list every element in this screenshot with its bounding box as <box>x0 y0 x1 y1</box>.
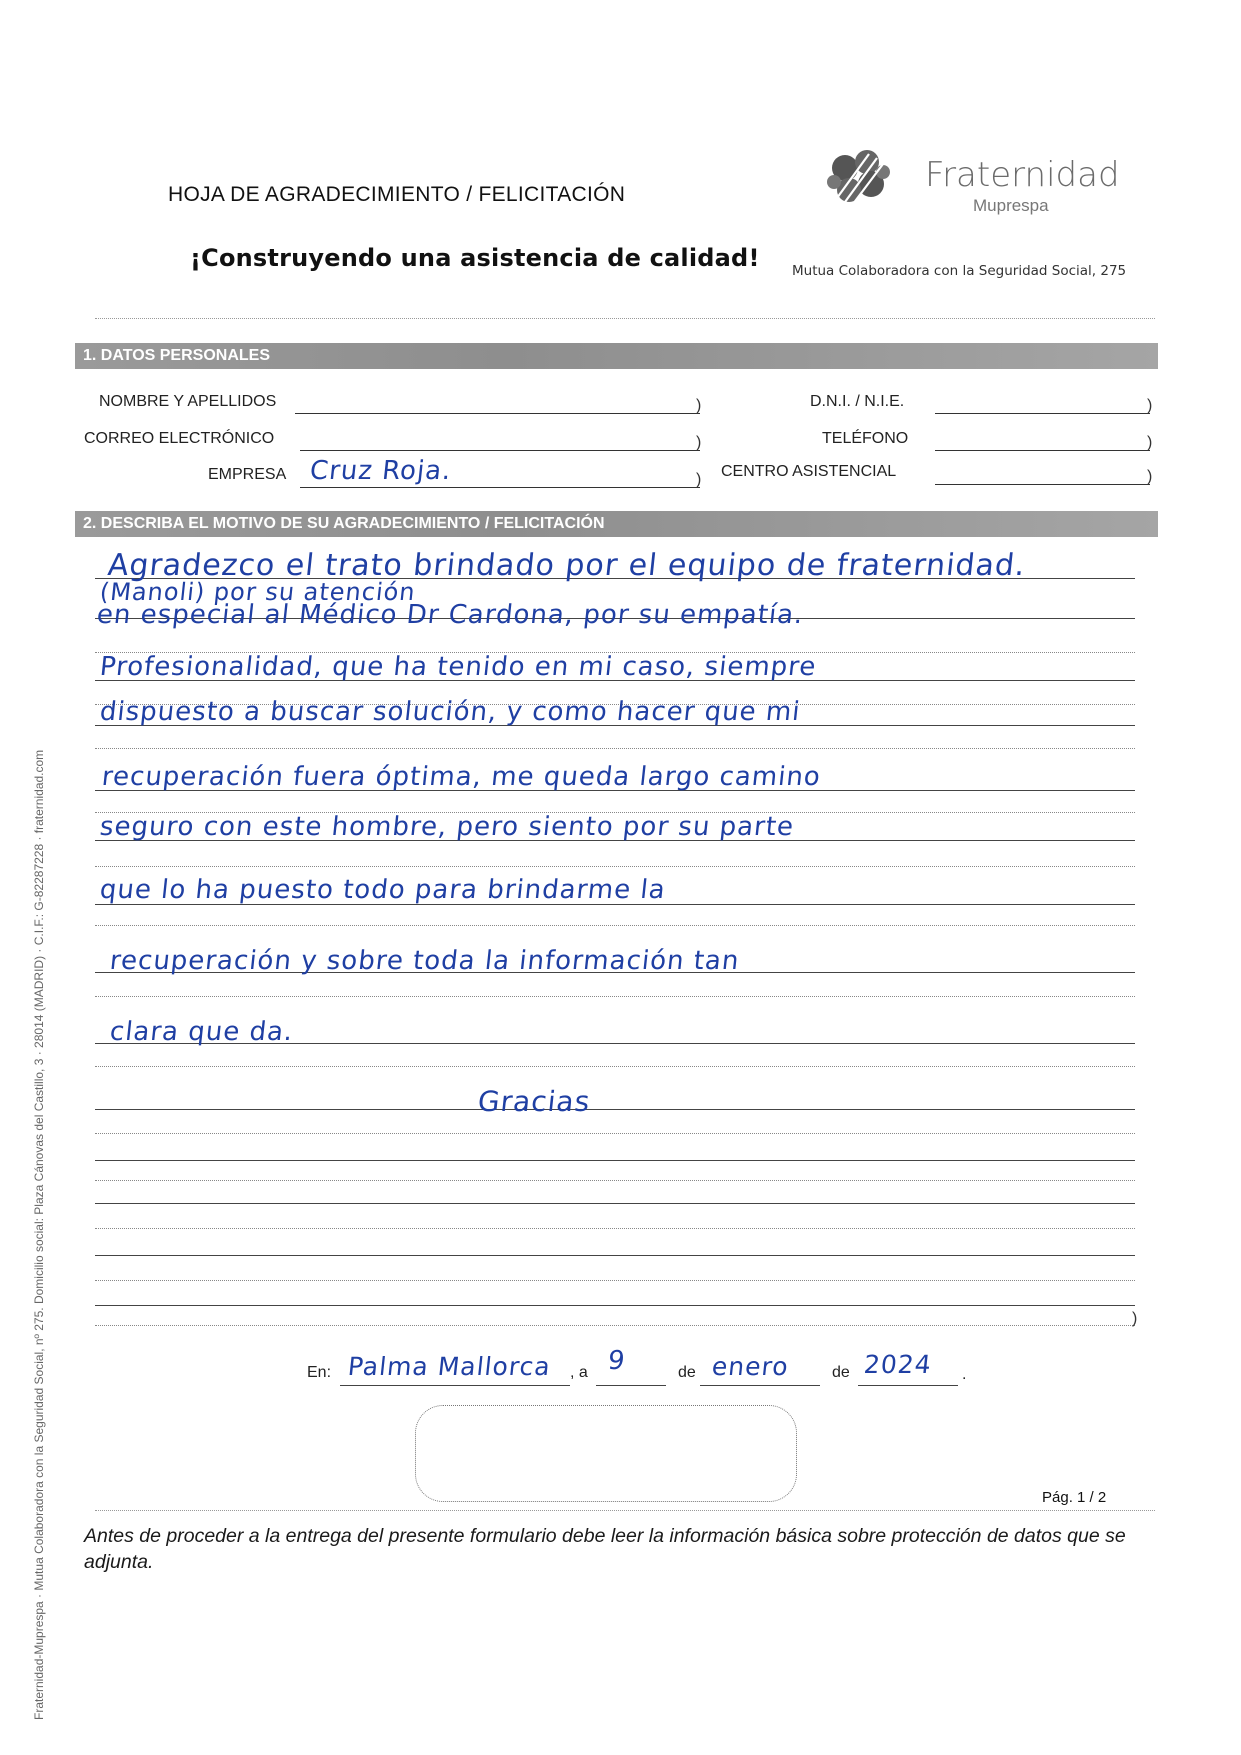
de-label: de <box>832 1364 850 1381</box>
place-field[interactable] <box>340 1385 570 1386</box>
telefono-label: TELÉFONO <box>822 430 909 447</box>
field-end-mark: ) <box>1147 468 1153 485</box>
handwritten-line: recuperación fuera óptima, me queda largo camino <box>100 762 823 792</box>
document-title: HOJA DE AGRADECIMIENTO / FELICITACIÓN <box>168 183 626 206</box>
empresa-value: Cruz Roja. <box>308 456 454 486</box>
field-end-mark: ) <box>696 471 702 488</box>
centro-label: CENTRO ASISTENCIAL <box>721 463 897 480</box>
ruled-line <box>95 1280 1135 1281</box>
ruled-line <box>95 1255 1135 1256</box>
handwritten-line: clara que da. <box>108 1017 295 1047</box>
place-value: Palma Mallorca <box>346 1352 553 1381</box>
ruled-line <box>95 1325 1135 1326</box>
footer-divider <box>95 1510 1155 1511</box>
ruled-line <box>95 1160 1135 1161</box>
ruled-line <box>95 1228 1135 1229</box>
ruled-line <box>95 1203 1135 1204</box>
footer-note: Antes de proceder a la entrega del presente formulario debe leer la información básica sobre protección de datos que se adjunta. <box>84 1525 1126 1573</box>
handwritten-line: (Manoli) por su atención <box>98 578 418 606</box>
section-1-header: 1. DATOS PERSONALES <box>75 343 1158 369</box>
field-end-mark: ) <box>696 397 702 414</box>
logo-name: Fraternidad <box>925 155 1120 195</box>
handwritten-line: seguro con este hombre, pero siento por su parte <box>98 812 796 842</box>
ruled-line <box>95 925 1135 926</box>
field-end-mark: ) <box>1147 397 1153 414</box>
centro-field[interactable] <box>935 484 1150 485</box>
nombre-field[interactable] <box>295 413 700 414</box>
handwritten-line: Agradezco el trato brindado por el equipo de fraternidad. <box>106 548 1028 583</box>
ruled-line <box>95 748 1135 749</box>
dni-label: D.N.I. / N.I.E. <box>810 393 905 410</box>
handwritten-line: dispuesto a buscar solución, y como hacer que mi <box>98 697 803 727</box>
handwritten-line: Profesionalidad, que ha tenido en mi caso, siempre <box>98 652 818 682</box>
handwritten-line: recuperación y sobre toda la información tan <box>108 946 741 976</box>
mutua-line: Mutua Colaboradora con la Seguridad Social, 275 <box>792 263 1127 279</box>
page-number: Pág. 1 / 2 <box>1042 1489 1107 1506</box>
field-end-mark: ) <box>696 434 702 451</box>
handwritten-line: que lo ha puesto todo para brindarme la <box>98 875 668 905</box>
ruled-line <box>95 1066 1135 1067</box>
field-end-mark: ) <box>1147 434 1153 451</box>
month-field[interactable] <box>700 1385 820 1386</box>
date-end-dot: . <box>962 1366 967 1383</box>
nombre-label: NOMBRE Y APELLIDOS <box>99 393 277 410</box>
ruled-line <box>95 1133 1135 1134</box>
empresa-field[interactable] <box>300 487 700 488</box>
handwritten-line: en especial al Médico Dr Cardona, por su empatía. <box>95 600 806 630</box>
ruled-line <box>95 866 1135 867</box>
telefono-field[interactable] <box>935 450 1150 451</box>
empresa-label: EMPRESA <box>208 466 287 483</box>
year-field[interactable] <box>858 1385 958 1386</box>
document-subtitle: ¡Construyendo una asistencia de calidad! <box>190 244 760 272</box>
ruled-line <box>95 1180 1135 1181</box>
year-value: 2024 <box>862 1350 934 1379</box>
ruled-line <box>95 996 1135 997</box>
a-label: , a <box>570 1364 588 1381</box>
day-value: 9 <box>606 1346 628 1376</box>
correo-label: CORREO ELECTRÓNICO <box>84 430 275 447</box>
section-2-header: 2. DESCRIBA EL MOTIVO DE SU AGRADECIMIENTO / FELICITACIÓN <box>75 511 1158 537</box>
side-legal-text: Fraternidad-Muprespa · Mutua Colaboradora con la Seguridad Social, nº 275. Domicilio social: Plaza Cánovas del Castillo, 3 · 28014 (MADRID) · C.I.F.: G-82287228 · fraternidad.com <box>32 749 46 1720</box>
de-label: de <box>678 1364 696 1381</box>
header-divider <box>95 318 1155 319</box>
day-field[interactable] <box>596 1385 666 1386</box>
handwritten-closing: Gracias <box>476 1085 593 1118</box>
field-end-mark: ) <box>1132 1310 1138 1327</box>
signature-box[interactable] <box>415 1405 797 1502</box>
ruled-line <box>95 1305 1135 1306</box>
dni-field[interactable] <box>935 413 1150 414</box>
en-label: En: <box>307 1364 332 1381</box>
month-value: enero <box>710 1352 791 1381</box>
correo-field[interactable] <box>300 450 700 451</box>
logo-subname: Muprespa <box>973 196 1049 215</box>
fraternidad-logo-icon <box>823 148 893 210</box>
ruled-line <box>95 1109 1135 1110</box>
